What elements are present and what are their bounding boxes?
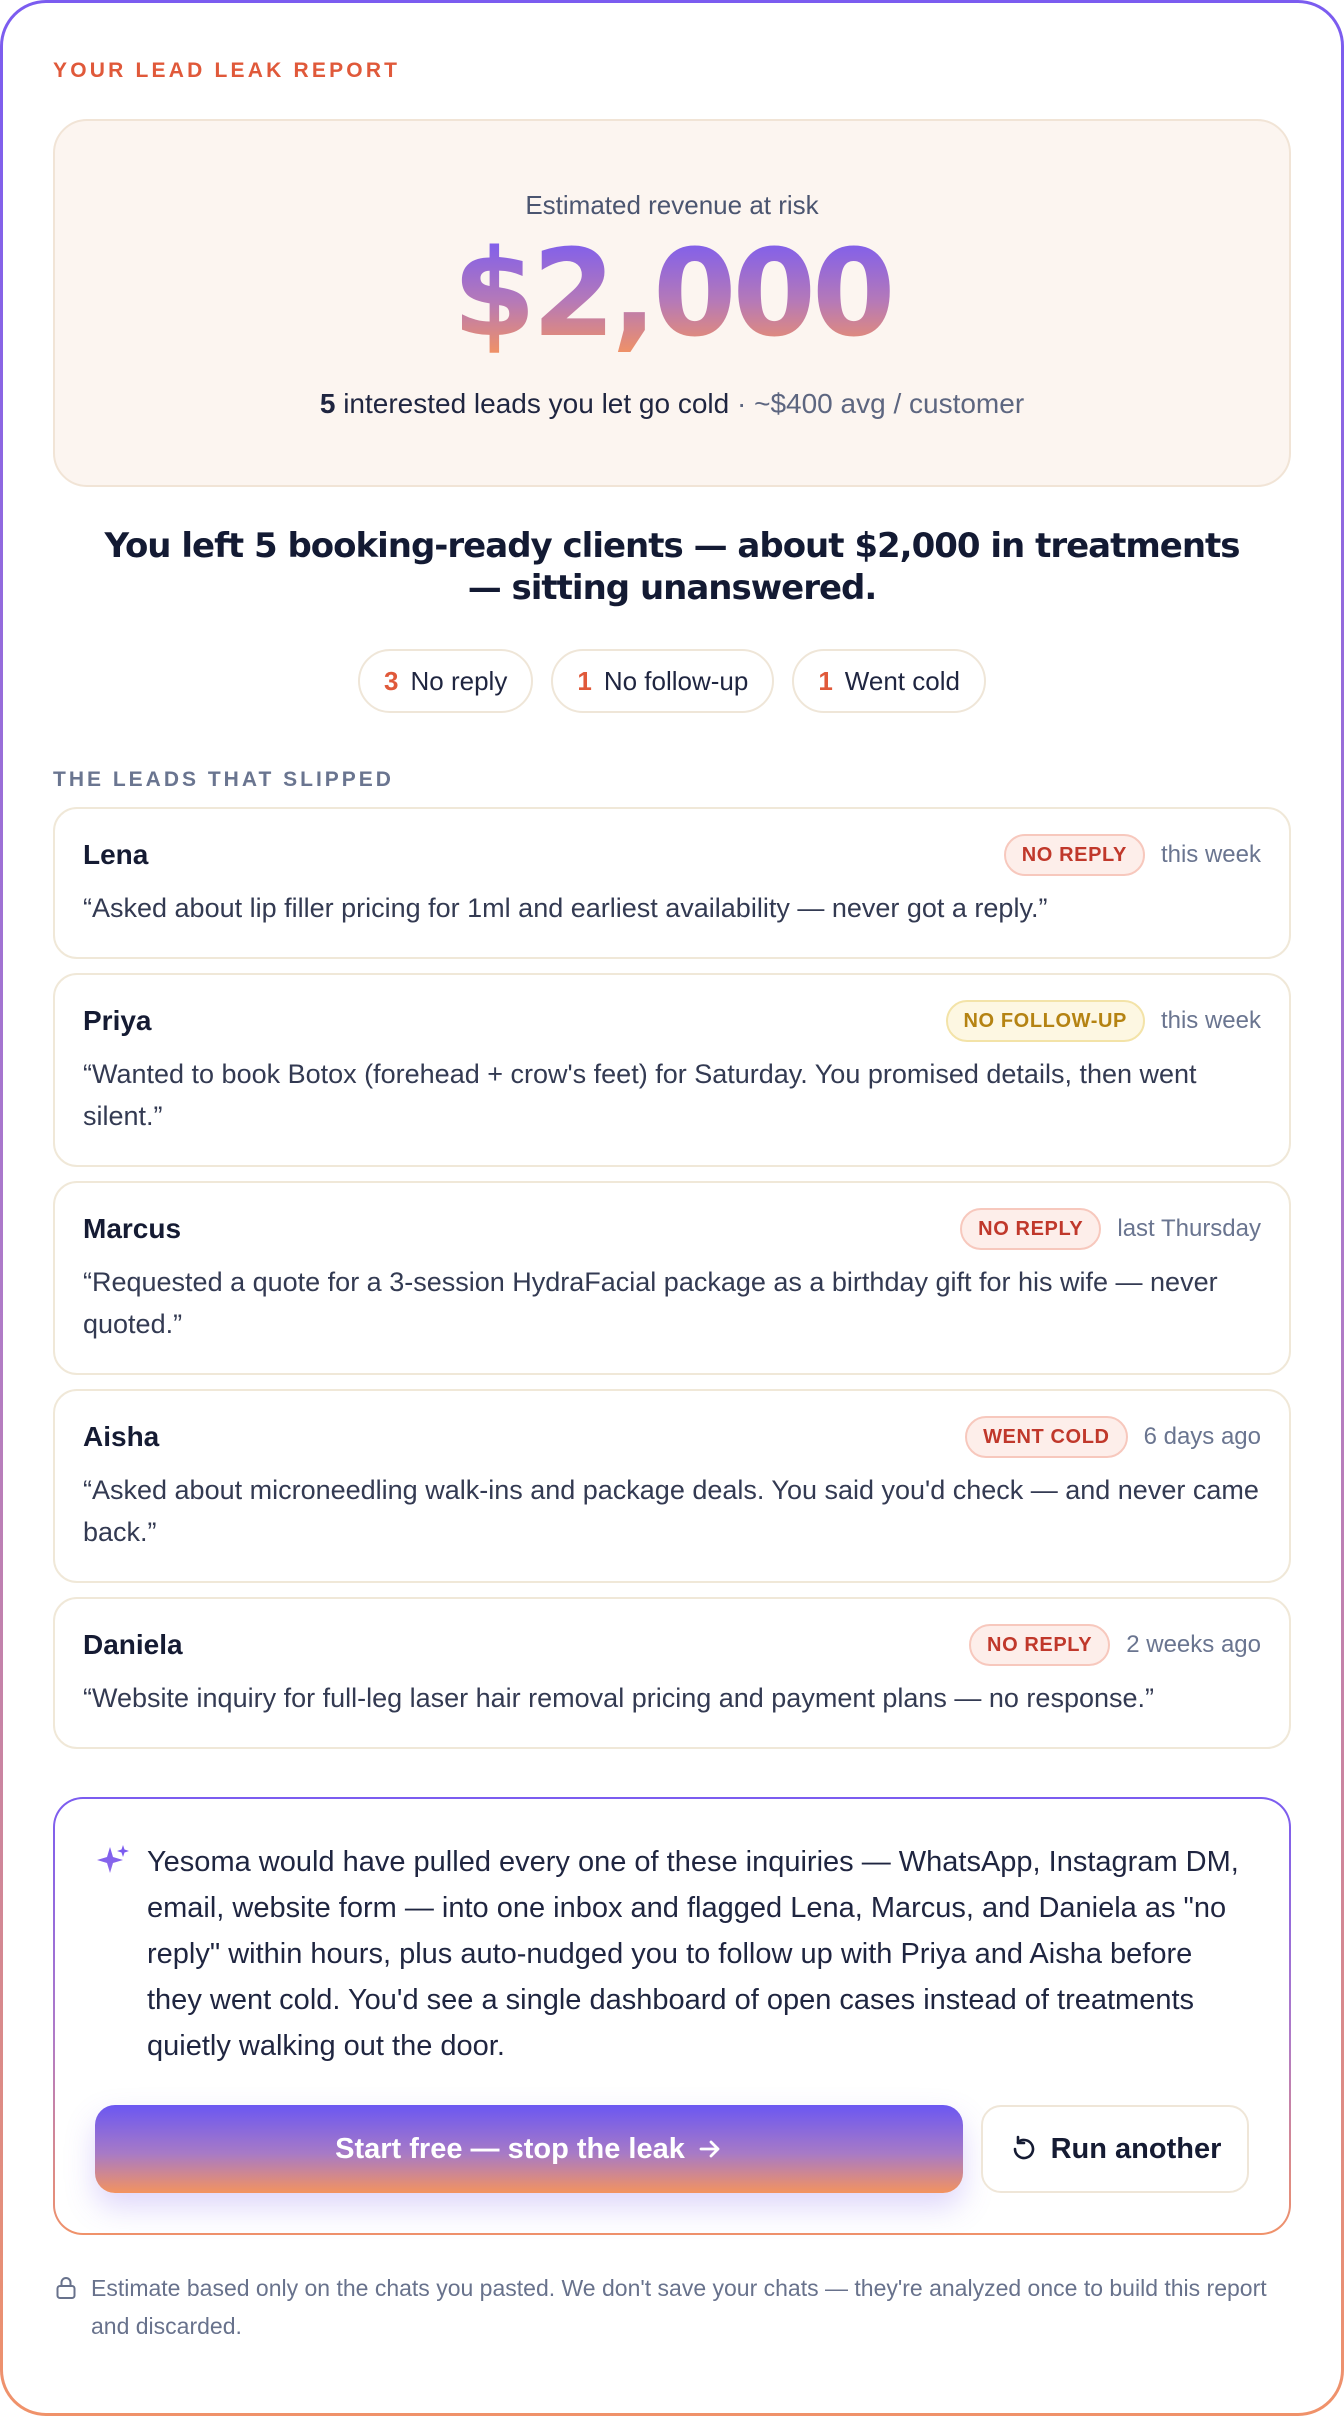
leads-text: interested leads you let go cold [343,388,730,419]
pill-label: No reply [410,665,508,696]
lead-name: Priya [83,1005,152,1036]
summary-headline: You left 5 booking-ready clients — about $2,000 in treatments — sitting unanswered. [104,526,1240,608]
status-badge: NO REPLY [1004,834,1145,876]
hero-amount: $2,000 [55,235,1289,355]
report-eyebrow: YOUR LEAD LEAK REPORT [53,59,401,82]
lock-icon [55,2275,77,2301]
privacy-text: Estimate based only on the chats you pasted. We don't save your chats — they're analyzed once to build this report and discarded. [91,2275,1267,2339]
lead-card [53,1389,1291,1583]
pill-count: 1 [818,665,833,696]
sparkle-icon [95,1843,131,1879]
arrow-right-icon [697,2136,723,2162]
start-free-button[interactable] [95,2105,963,2193]
refresh-icon [1009,2134,1039,2164]
pill-count: 1 [577,665,592,696]
lead-list [53,807,1291,1749]
lead-time: 2 weeks ago [1126,1631,1261,1658]
report-card [3,3,1341,2413]
cta-text: Yesoma would have pulled every one of these inquiries — WhatsApp, Instagram DM, email, website form — into one inbox and flagged Lena, Marcus, and Daniela as "no reply" within hours, plus auto-nudged you to follow up with Priya and Aisha before they went cold. You'd see a single dashboard of open cases instead of treatments quietly walking out the door. [147,1846,1239,2062]
lead-time: this week [1160,1007,1261,1034]
lead-name: Daniela [83,1629,183,1660]
lead-time: 6 days ago [1143,1423,1261,1450]
lead-quote: “Website inquiry for full-leg laser hair removal pricing and payment plans — no response.” [83,1683,1154,1713]
lead-quote: “Requested a quote for a 3-session HydraFacial package as a birthday gift for his wife — never quoted.” [83,1267,1218,1339]
leads-count: 5 [319,388,336,419]
avg-text: ~$400 avg / customer [754,388,1025,419]
hero-subline [55,387,1289,421]
pill-label: No follow-up [603,665,749,696]
lead-name: Aisha [83,1421,160,1452]
hero-label: Estimated revenue at risk [525,190,819,220]
cta-card [53,1797,1291,2235]
lead-time: this week [1160,841,1261,868]
privacy-note [53,2269,1291,2345]
lead-name: Marcus [83,1213,182,1244]
pill-label: Went cold [844,665,960,696]
lead-time: last Thursday [1117,1215,1261,1242]
revenue-hero [53,119,1291,487]
pill-count: 3 [384,665,399,696]
lead-quote: “Asked about microneedling walk-ins and package deals. You said you'd check — and never came back.” [83,1475,1259,1547]
run-another-label: Run another [1050,2132,1222,2165]
pill-no-follow-up [551,649,774,713]
separator: · [737,388,747,419]
start-free-label: Start free — stop the leak [335,2132,685,2165]
lead-card [53,1597,1291,1749]
pill-went-cold [792,649,986,713]
status-badge: NO REPLY [969,1624,1110,1666]
status-badge: NO REPLY [960,1208,1101,1250]
lead-quote: “Wanted to book Botox (forehead + crow's feet) for Saturday. You promised details, then went silent.” [83,1059,1197,1131]
lead-quote: “Asked about lip filler pricing for 1ml and earliest availability — never got a reply.” [83,893,1048,923]
lead-card [53,807,1291,959]
run-another-button[interactable] [981,2105,1249,2193]
status-badge: WENT COLD [965,1416,1128,1458]
lead-card [53,1181,1291,1375]
lead-card [53,973,1291,1167]
pill-no-reply [358,649,533,713]
status-badge: NO FOLLOW-UP [946,1000,1145,1042]
lead-name: Lena [83,839,149,870]
leads-section-label: THE LEADS THAT SLIPPED [53,768,394,791]
status-pills [53,649,1291,713]
